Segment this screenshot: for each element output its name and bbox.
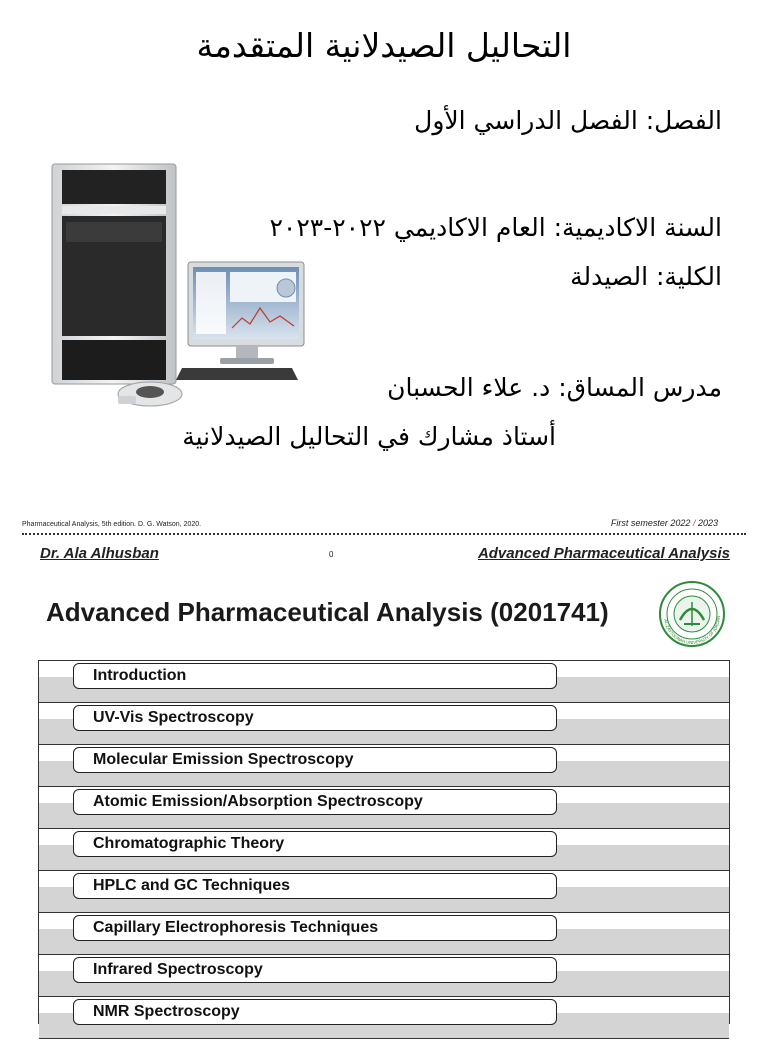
slide-title-arabic: التحاليل الصيدلانية المتقدمة — [196, 26, 572, 65]
semester-line: الفصل: الفصل الدراسي الأول — [414, 106, 722, 135]
topic-label: Capillary Electrophoresis Techniques — [73, 915, 557, 941]
university-seal-icon — [654, 580, 730, 648]
semester-slash: / — [692, 518, 696, 528]
outline-row — [39, 745, 729, 787]
author-name: Dr. Ala Alhusban — [40, 545, 159, 562]
outline-row — [39, 787, 729, 829]
topic-label: Introduction — [73, 663, 557, 689]
outline-row — [39, 871, 729, 913]
topic-label: Infrared Spectroscopy — [73, 957, 557, 983]
analytical-instrument-icon — [40, 158, 330, 420]
seal-text: AL-ZAYTOONAH UNIVERSITY OF JORDAN — [663, 615, 722, 646]
semester-footnote — [611, 518, 718, 528]
topic-label: NMR Spectroscopy — [73, 999, 557, 1025]
topic-label: Molecular Emission Spectroscopy — [73, 747, 557, 773]
course-heading: Advanced Pharmaceutical Analysis (0201741) — [46, 597, 609, 627]
outline-row — [39, 703, 729, 745]
outline-row — [39, 997, 729, 1039]
outline-row — [39, 913, 729, 955]
page-number: 0 — [329, 550, 334, 559]
semester-year-end: 2023 — [697, 518, 718, 528]
semester-label: First semester 2022 — [610, 518, 691, 528]
outline-row — [39, 955, 729, 997]
course-outline — [38, 660, 730, 1024]
topic-label: Chromatographic Theory — [73, 831, 557, 857]
outline-row — [39, 829, 729, 871]
reference-footnote: Pharmaceutical Analysis, 5th edition. D. G. Watson, 2020. — [22, 521, 202, 528]
outline-row — [39, 661, 729, 703]
academic-year-line: السنة الاكاديمية: العام الاكاديمي ٢٠٢٢-٢٠٢٣ — [269, 213, 722, 242]
topic-label: UV-Vis Spectroscopy — [73, 705, 557, 731]
course-name-footer: Advanced Pharmaceutical Analysis — [477, 545, 730, 562]
topic-label: Atomic Emission/Absorption Spectroscopy — [73, 789, 557, 815]
arabic-title-slide — [0, 0, 768, 505]
faculty-line: الكلية: الصيدلة — [570, 262, 722, 291]
instructor-position-line: أستاذ مشارك في التحاليل الصيدلانية — [182, 422, 556, 451]
instructor-line: مدرس المساق: د. علاء الحسبان — [387, 373, 722, 402]
dotted-divider — [22, 533, 746, 535]
topic-label: HPLC and GC Techniques — [73, 873, 557, 899]
